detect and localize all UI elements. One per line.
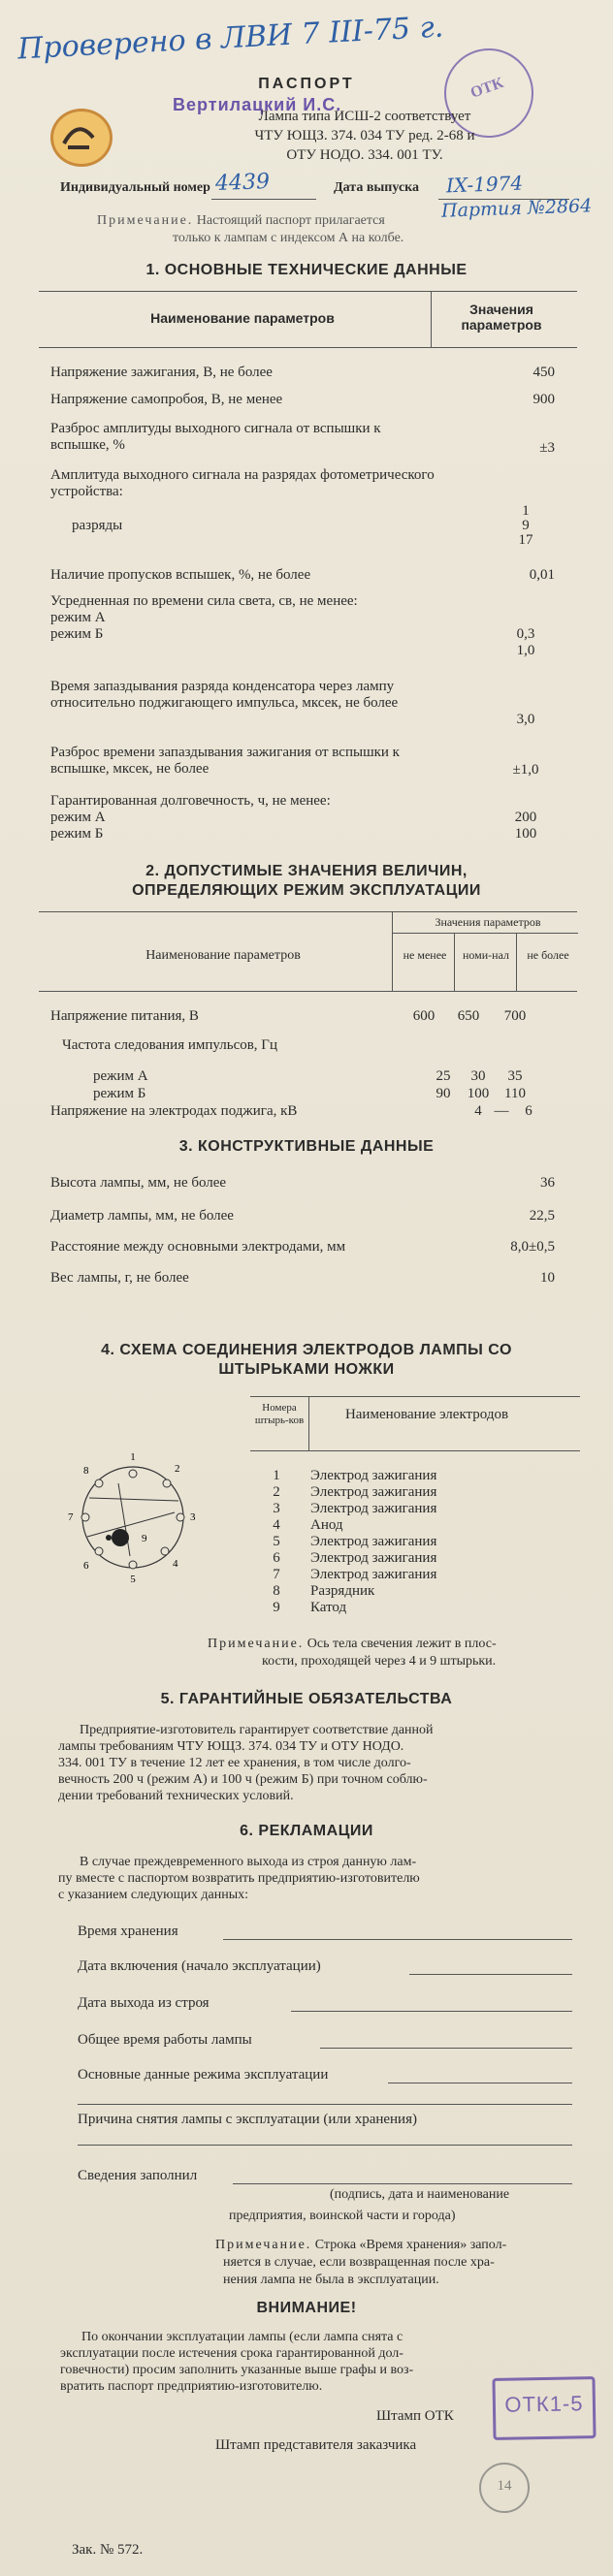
s2-mode-b-max: 110 [504, 1086, 526, 1101]
pin-hole-7 [81, 1513, 89, 1521]
otk-round-stamp: ОТК [432, 36, 546, 150]
section2-col-name: Наименование параметров [145, 948, 301, 963]
section1-col-divider [431, 291, 432, 347]
serial-number-handwritten: 4439 [214, 170, 271, 196]
s2-ignition-label: Напряжение на электродах поджига, кВ [50, 1103, 298, 1119]
section2-title-1: 2. ДОПУСТИМЫЕ ЗНАЧЕНИЯ ВЕЛИЧИН, [145, 863, 468, 879]
section2-table-top [39, 911, 577, 912]
section2-sub-divider-2 [516, 933, 517, 991]
handwritten-verified-note: Проверено в ЛВИ 7 III-75 г. [16, 10, 445, 67]
header-line-2: ЧТУ ЮЩЗ. 374. 034 ТУ ред. 2-68 и [254, 128, 475, 143]
field-total-time: Общее время работы лампы [78, 2032, 252, 2048]
pin-label-8: 8 [83, 1465, 89, 1477]
section2-subheader-line [392, 933, 578, 934]
pin-col-divider [308, 1396, 309, 1450]
attention-line-4: вратить паспорт предприятию-изготовителю. [60, 2379, 323, 2394]
s2-mode-a-max: 35 [507, 1068, 523, 1084]
section5-title: 5. ГАРАНТИЙНЫЕ ОБЯЗАТЕЛЬСТВА [160, 1691, 453, 1707]
field-removal-reason: Причина снятия лампы с эксплуатации (или хранения) [78, 2112, 417, 2127]
s2-freq-label: Частота следования импульсов, Гц [62, 1037, 278, 1053]
s2-supply-nom: 650 [457, 1008, 480, 1024]
section2-col-nom: номи-нал [462, 948, 510, 962]
section6-note [215, 2238, 506, 2253]
pin-label-7: 7 [68, 1511, 74, 1523]
section1-title: 1. ОСНОВНЫЕ ТЕХНИЧЕСКИЕ ДАННЫЕ [145, 262, 468, 278]
field-filled-by-line[interactable] [233, 2183, 572, 2184]
section5-line-2: лампы требованиям ЧТУ ЮЩЗ. 374. 034 ТУ и ОТУ НОДО. [58, 1739, 404, 1754]
field-failure-date-line[interactable] [291, 2011, 572, 2012]
field-removal-reason-line[interactable] [78, 2145, 572, 2146]
section4-title-2: ШТЫРЬКАМИ НОЖКИ [218, 1361, 395, 1378]
header-note-label: Примечание. [97, 213, 194, 228]
serial-label: Индивидуальный номер [60, 180, 210, 195]
pin-label-6: 6 [83, 1560, 89, 1572]
field-total-time-line[interactable] [320, 2048, 572, 2049]
section1-col-name: Наименование параметров [150, 310, 335, 326]
field-storage-time-line[interactable] [223, 1939, 572, 1940]
pin-hole-4 [161, 1547, 169, 1555]
section2-sub-divider-1 [454, 933, 455, 991]
s2-mode-b-label: режим Б [93, 1086, 146, 1101]
batch-handwritten: Партия №2864 [440, 195, 593, 222]
section3-title: 3. КОНСТРУКТИВНЫЕ ДАННЫЕ [178, 1138, 435, 1155]
electrode-col-header: Наименование электродов [344, 1407, 509, 1422]
section6-note-3: нения лампа не была в эксплуатации. [223, 2273, 439, 2287]
release-date-handwritten: IX-1974 [445, 171, 524, 198]
header-note-text2: только к лампам с индексом А на колбе. [173, 231, 404, 245]
section6-intro-3: с указанием следующих данных: [58, 1888, 249, 1902]
header-note-text1: Настоящий паспорт прилагается [196, 213, 385, 228]
pin-label-4: 4 [173, 1558, 178, 1570]
s2-mode-a-nom: 30 [470, 1068, 486, 1084]
date-label: Дата выпуска [334, 180, 420, 195]
sign-caption-2: предприятия, воинской части и города) [229, 2209, 456, 2223]
attention-line-1: По окончании эксплуатации лампы (если лампа снята с [81, 2330, 403, 2344]
key-dot [106, 1535, 112, 1541]
s2-mode-a-min: 25 [436, 1068, 451, 1084]
pin-label-9: 9 [142, 1533, 147, 1544]
s2-supply-label: Напряжение питания, В [50, 1008, 199, 1024]
stamp-otk-label: Штамп ОТК [376, 2408, 454, 2424]
field-filled-by: Сведения заполнил [78, 2168, 198, 2183]
pin-hole-6 [95, 1547, 103, 1555]
attention-title: ВНИМАНИЕ! [256, 2300, 357, 2316]
s2-supply-max: 700 [503, 1008, 527, 1024]
section4-note-text2: кости, проходящей через 4 и 9 штырьки. [262, 1654, 497, 1669]
sign-caption-1: (подпись, дата и наименование [330, 2187, 510, 2202]
s2-ignition-min: 4 [474, 1103, 482, 1119]
field-operating-data-line-2[interactable] [78, 2104, 572, 2105]
stamp-rep-label: Штамп представителя заказчика [215, 2437, 417, 2453]
s2-ignition-nom: — [494, 1103, 509, 1119]
pin-label-2: 2 [175, 1463, 180, 1475]
header-line-3: ОТУ НОДО. 334. 001 ТУ. [286, 147, 443, 163]
section5-body [58, 1722, 582, 1804]
pin-label-3: 3 [190, 1511, 196, 1523]
pin-hole-8 [95, 1479, 103, 1487]
section2-col-max: не более [527, 948, 569, 962]
section1-col-value: Значения параметров [461, 302, 542, 333]
pin-hole-1 [129, 1470, 137, 1478]
section2-header-bottom [39, 991, 577, 992]
field-start-date-line[interactable] [409, 1974, 572, 1975]
section6-note-label: Примечание. [215, 2238, 312, 2252]
section5-line-3: 334. 001 ТУ в течение 12 лет ее хранения, в том числе долго- [58, 1756, 411, 1770]
section5-line-1: Предприятие-изготовитель гарантирует соответствие данной [80, 1723, 434, 1737]
section6-intro-2: пу вместе с паспортом возвратить предприятию-изготовителю [58, 1871, 420, 1886]
section4-note-label: Примечание. [208, 1637, 305, 1651]
s2-ignition-max: 6 [525, 1103, 532, 1119]
section2-col-group: Значения параметров [435, 915, 541, 929]
cathode-dot [112, 1529, 129, 1546]
rep-round-stamp: 14 [479, 2463, 530, 2513]
section1-header-bottom [39, 347, 577, 348]
section2-col-divider [392, 911, 393, 991]
attention-line-2: эксплуатации после истечения срока гарантированной дол- [60, 2346, 403, 2361]
section4-note [208, 1637, 497, 1652]
passport-document: Проверено в ЛВИ 7 III-75 г. Вертилацкий И.С. ОТК ПАСПОРТ Лампа типа ИСШ-2 соответствует ЧТУ ЮЩЗ. 374. 034 ТУ ред. 2-68 и ОТУ НОДО. 334. 001 ТУ. Индивидуальный номер 4439 Дата выпуска IX-1974 Партия №2864 Примечание. Настоящий паспорт прилагается только к лампам с индексом А на колбе. 1. ОСНОВНЫЕ ТЕХНИЧЕСКИЕ ДАННЫЕ Наименование параметров Значения параметров Напряжение зажигания, В, не более 450 Напряжение самопробоя, В, не менее 900 Разброс амплитуды выходного сигнала от вспышки к вспышке, % ±3 Амплитуда выходного сигнала на разрядах фотометрического устройства: разряды 1 9 17 Наличие пропусков вспышек, %, не более 0,01 Усредненная по времени сила света, св, не менее: режим А режим Б 0,3 1,0 Время запаздывания разряда конденсатора через лампу относительно поджигающего импульса, мксек, не более 3,0 Разброс времени запаздывания зажигания от вспышки к вспышке, мксек, не более ±1,0 Гарантированная долговечность, ч, не менее: режим А режим Б 200 100 2. ДОПУСТИМЫЕ ЗНАЧЕНИЯ ВЕЛИЧИН, ОПРЕДЕЛЯЮЩИХ РЕЖИМ ЭКСПЛУАТАЦИИ Наименование параметров Значения параметров не менее номи-нал не более Напряжение питания, В 600 650 700 Частота следования импульсов, Гц режим А 25 30 35 режим Б 90 100 110 Напряжение на электродах поджига, кВ 4 — 6 3. КОНСТРУКТИВНЫЕ ДАННЫЕ Высота лампы, мм, не более 36 Диаметр лампы, мм, не более 22,5 Расстояние между основными электродами, мм 8,0±0,5 Вес лампы, г, не более 10 4. СХЕМА СОЕДИНЕНИЯ ЭЛЕКТРОДОВ ЛАМПЫ СО ШТЫРЬКАМИ НОЖКИ Номера штырь-ков Наименование электродов 1 Электрод зажигания 2 Электрод зажигания 3 Электрод зажигания 4 Анод 5 Электрод зажигания 6 Электрод зажигания 7 Электрод зажигания 8 Разрядник 9 Катод 1 2 3 4 5 6 7 8 9 Примечание. Ось тела свечения лежит в плос- кости, проходящей через 4 и 9 штырьки. 5. ГАРАНТИЙНЫЕ ОБЯЗАТЕЛЬСТВА Предприятие-изготовитель гарантирует соответствие данной лампы требованиям ЧТУ ЮЩЗ. 374. 034 ТУ и ОТУ НОДО. 334. 001 ТУ в течение 12 лет ее хранения, в том числе долго- вечность 200 ч (режим А) и 100 ч (режим Б) при точном соблю- дении требований технических условий. 6. РЕКЛАМАЦИИ В случае преждевременного выхода из строя данную лам- пу вместе с паспортом возвратить предприятию-изготовителю с указанием следующих данных: Время хранения Дата включения (начало эксплуатации) Дата выхода из строя Общее время работы лампы Основные данные режима эксплуатации Причина снятия лампы с эксплуатации (или хранения) Сведения заполнил (подпись, дата и наименование предприятия, воинской части и города) Примечание. Строка «Время хранения» запол- няется в случае, если возвращенная после хра- нения лампа не была в эксплуатации. ВНИМАНИЕ! По окончании эксплуатации лампы (если лампа снята с эксплуатации после истечения срока гарантированной дол- говечности) просим заполнить указанные выше графы и воз- вратить паспорт предприятию-изготовителю. Штамп ОТК ОТК1-5 Штамп представителя заказчика 14 Зак. № 572. [0, 0, 613, 2576]
pin-table-top [250, 1396, 580, 1397]
electrode-line-b [87, 1512, 175, 1537]
section2-col-min: не менее [403, 948, 447, 962]
pin-table-header-bottom [250, 1450, 580, 1451]
s2-mode-b-nom: 100 [467, 1086, 490, 1101]
section6-note-1: Строка «Время хранения» запол- [314, 2238, 507, 2252]
inspector-stamp: Вертилацкий И.С. [173, 95, 342, 114]
field-failure-date: Дата выхода из строя [78, 1995, 210, 2011]
pin-hole-2 [163, 1479, 171, 1487]
field-start-date: Дата включения (начало эксплуатации) [78, 1958, 321, 1974]
field-storage-time: Время хранения [78, 1924, 178, 1939]
electrode-line-a [89, 1498, 178, 1501]
header-line-1: Лампа типа ИСШ-2 соответствует [258, 109, 471, 124]
attention-line-3: говечности) просим заполнить указанные выше графы и воз- [60, 2363, 414, 2377]
section2-title-2: ОПРЕДЕЛЯЮЩИХ РЕЖИМ ЭКСПЛУАТАЦИИ [132, 882, 481, 899]
section4-note-text1: Ось тела свечения лежит в плос- [306, 1637, 497, 1651]
pin-hole-5 [129, 1561, 137, 1569]
order-number: Зак. № 572. [72, 2542, 144, 2558]
s2-mode-a-label: режим А [93, 1068, 148, 1084]
section6-intro [58, 1854, 582, 1903]
serial-underline [211, 199, 316, 200]
pin-col-header: Номера штырь-ков [254, 1402, 305, 1426]
pin-connection-diagram [50, 1445, 215, 1590]
header-note [97, 213, 385, 229]
pin-label-5: 5 [130, 1574, 136, 1585]
otk-box-stamp: ОТК1-5 [492, 2376, 596, 2440]
section6-note-2: няется в случае, если возвращенная после хра- [223, 2255, 495, 2270]
pin-label-1: 1 [130, 1451, 136, 1463]
section4-title-1: 4. СХЕМА СОЕДИНЕНИЯ ЭЛЕКТРОДОВ ЛАМПЫ СО [101, 1342, 512, 1358]
section6-title: 6. РЕКЛАМАЦИИ [240, 1823, 373, 1839]
field-operating-data: Основные данные режима эксплуатации [78, 2067, 329, 2083]
s2-mode-b-min: 90 [436, 1086, 451, 1101]
section5-line-5: дении требований технических условий. [58, 1789, 294, 1803]
s2-supply-min: 600 [412, 1008, 436, 1024]
passport-title: ПАСПОРТ [258, 76, 355, 92]
section6-intro-1: В случае преждевременного выхода из строя данную лам- [80, 1855, 417, 1869]
pin-hole-3 [177, 1513, 184, 1521]
section1-table-top [39, 291, 577, 292]
section5-line-4: вечность 200 ч (режим А) и 100 ч (режим Б) при точном соблю- [58, 1772, 428, 1787]
